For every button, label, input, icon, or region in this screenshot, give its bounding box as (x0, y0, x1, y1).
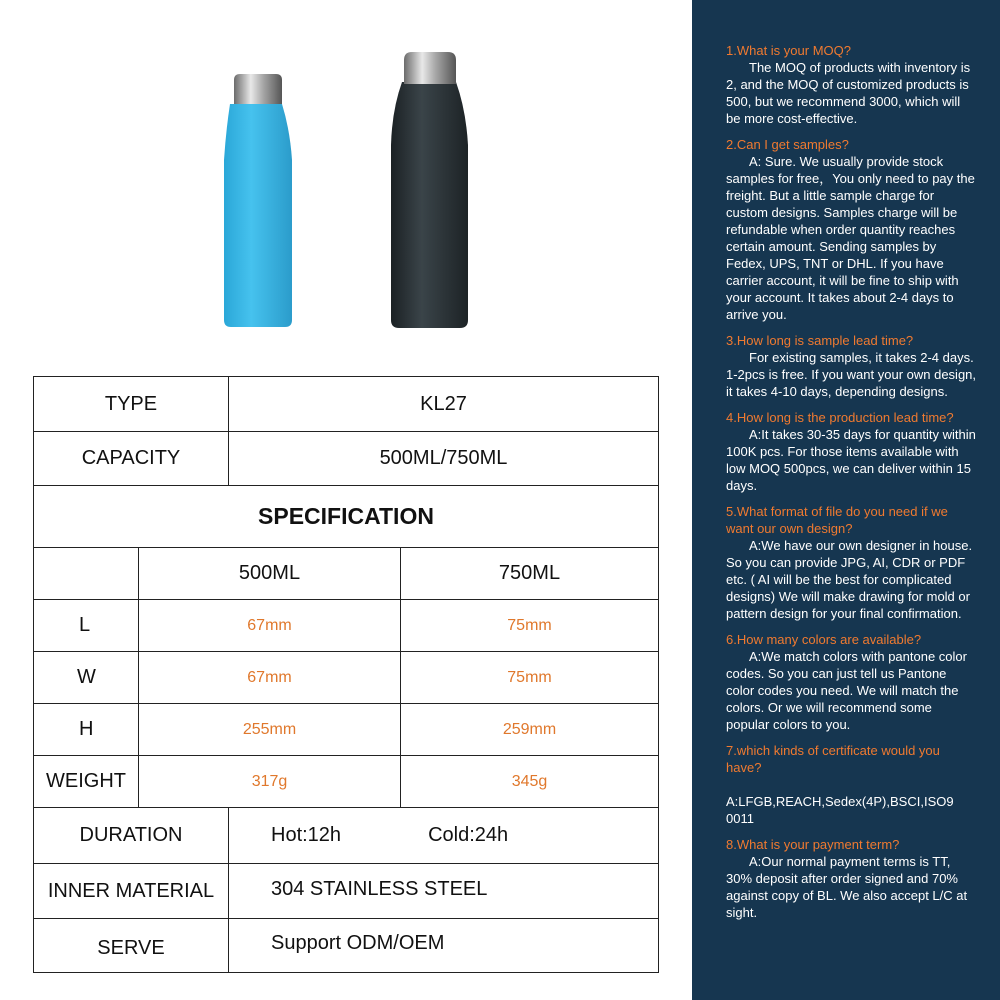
faq-answer: The MOQ of products with inventory is 2, and the MOQ of customized products is 500, but we recommend 3000, which will be more cost-effective. (726, 60, 971, 126)
faq-question: 8.What is your payment term? (726, 837, 900, 852)
bottle-750ml-illustration (391, 52, 468, 328)
row-label-h: H (79, 718, 94, 740)
row-label-l: L (79, 614, 91, 636)
type-label: TYPE (104, 392, 158, 415)
faq-answer: A:LFGB,REACH,Sedex(4P),BSCI,ISO9 0011 (726, 794, 954, 826)
faq-question: 6.How many colors are available? (726, 632, 922, 647)
duration-label: DURATION (79, 824, 183, 846)
faq-answer: A:We match colors with pantone color codes. So you can just tell us Pantone color codes you need. We will match the colors. Or we will recommend some popular colors to you. (726, 649, 967, 732)
serve-label: SERVE (97, 936, 165, 959)
product-image (0, 0, 690, 370)
faq-question: 7.which kinds of certificate would you have? (726, 743, 940, 775)
capacity-label: CAPACITY (81, 447, 181, 469)
inner-material-label: INNER MATERIAL (47, 879, 215, 902)
faq-item (726, 136, 978, 323)
faq-answer: A: Sure. We usually provide stock samples for free，You only need to pay the freight. But a little sample charge for custom designs. Samples charge will be refundable when order quantity reaches certain amount. Sending samples by Fedex, UPS, TNT or DHL. If you have carrier account, it will be fine to ship with your account. It takes about 2-4 days to arrive you. (726, 154, 975, 322)
faq-answer: A:We have our own designer in house. So you can provide JPG, AI, CDR or PDF etc. ( AI will be the best for complicated designs) We will make drawing for mold or pattern design for your final confirmation. (726, 538, 973, 621)
bottle-500ml-illustration (224, 74, 292, 327)
inner-material-value: 304 STAINLESS STEEL (271, 878, 488, 900)
faq-question: 3.How long is sample lead time? (726, 333, 914, 348)
faq-answer: A:Our normal payment terms is TT, 30% deposit after order signed and 70% against copy of BL. We also accept L/C at sight. (726, 854, 968, 920)
faq-answer: For existing samples, it takes 2-4 days. 1-2pcs is free. If you want your own design, it takes 4-10 days, depending designs. (726, 350, 977, 399)
spec-table (33, 376, 659, 973)
length-750ml: 75mm (507, 616, 552, 634)
faq-question: 5.What format of file do you need if we want our own design? (726, 504, 948, 536)
width-500ml: 67mm (247, 668, 292, 686)
faq-question: 2.Can I get samples? (726, 137, 849, 152)
faq-item (726, 836, 978, 921)
column-500ml: 500ML (238, 562, 301, 584)
faq-item (726, 742, 978, 827)
specification-title: SPECIFICATION (258, 503, 434, 529)
faq-question: 4.How long is the production lead time? (726, 410, 954, 425)
capacity-value: 500ML/750ML (379, 447, 508, 469)
faq-item (726, 332, 978, 400)
weight-500ml: 317g (251, 772, 288, 790)
row-label-weight: WEIGHT (46, 770, 126, 792)
faq-item (726, 631, 978, 733)
row-label-w: W (77, 666, 96, 688)
faq-panel (692, 0, 1000, 1000)
type-value: KL27 (420, 392, 467, 415)
faq-item (726, 409, 978, 494)
serve-value: Support ODM/OEM (271, 932, 445, 954)
duration-cold: Cold:24h (428, 824, 509, 846)
width-750ml: 75mm (507, 668, 552, 686)
height-750ml: 259mm (502, 720, 557, 738)
faq-item (726, 503, 978, 622)
weight-750ml: 345g (511, 772, 548, 790)
length-500ml: 67mm (247, 616, 292, 634)
duration-hot: Hot:12h (271, 824, 342, 846)
height-500ml: 255mm (242, 720, 297, 738)
faq-item (726, 42, 978, 127)
faq-question: 1.What is your MOQ? (726, 43, 851, 58)
duration-value (229, 808, 658, 863)
faq-answer: A:It takes 30-35 days for quantity within 100K pcs. For those items available with low MOQ 500pcs, we can deliver within 15 days. (726, 427, 976, 493)
column-750ml: 750ML (498, 562, 561, 584)
